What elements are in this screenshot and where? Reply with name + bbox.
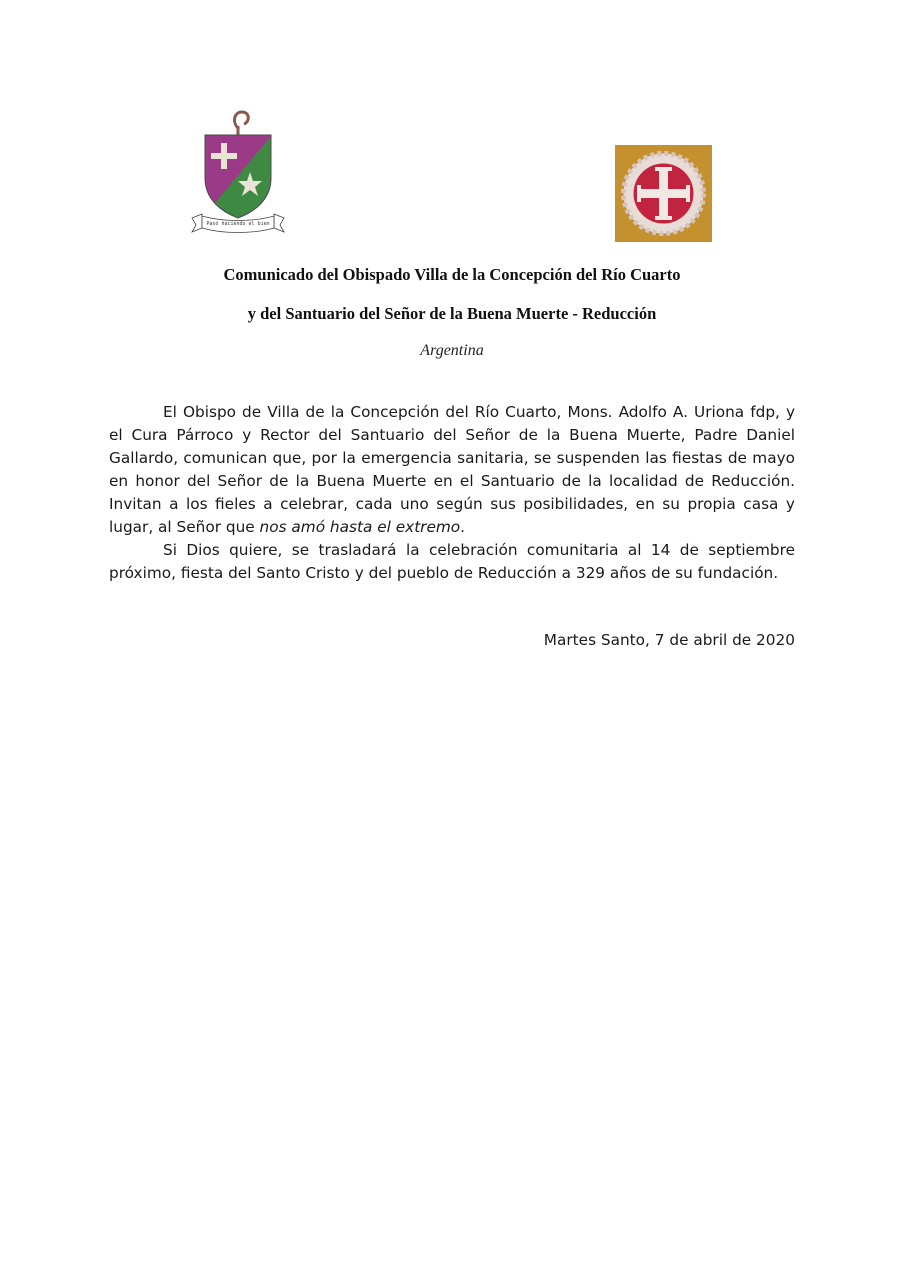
sanctuary-seal-logo <box>615 145 712 242</box>
body-paragraph-1 <box>109 401 795 539</box>
paragraph-1-text: El Obispo de Villa de la Concepción del Río Cuarto, Mons. Adolfo A. Uriona fdp, y el Cura Párroco y Rector del Santuario del Señor de la Buena Muerte, Padre Daniel Gallardo, comunican que, por la emergencia sanitaria, se suspenden las fiestas de mayo en honor del Señor de la Buena Muerte en el Santuario de la localidad de Reducción. Invitan a los fieles a celebrar, cada uno según sus posibilidades, en su propia casa y lugar, al Señor que <box>109 403 795 536</box>
body-paragraph-2: Si Dios quiere, se trasladará la celebración comunitaria al 14 de septiembre próximo, fiesta del Santo Cristo y del pueblo de Reducción a 329 años de su fundación. <box>109 541 795 582</box>
paragraph-1-end: . <box>460 518 466 536</box>
document-body <box>109 401 795 585</box>
date-line: Martes Santo, 7 de abril de 2020 <box>543 631 795 649</box>
crest-motto: Pasó haciendo el bien <box>206 221 270 227</box>
document-subtitle: Argentina <box>420 342 484 359</box>
document-title-line-2: y del Santuario del Señor de la Buena Muerte - Reducción <box>247 304 657 323</box>
paragraph-1-italic-phrase: nos amó hasta el extremo <box>259 518 461 536</box>
document-title-line-1: Comunicado del Obispado Villa de la Concepción del Río Cuarto <box>223 265 681 284</box>
